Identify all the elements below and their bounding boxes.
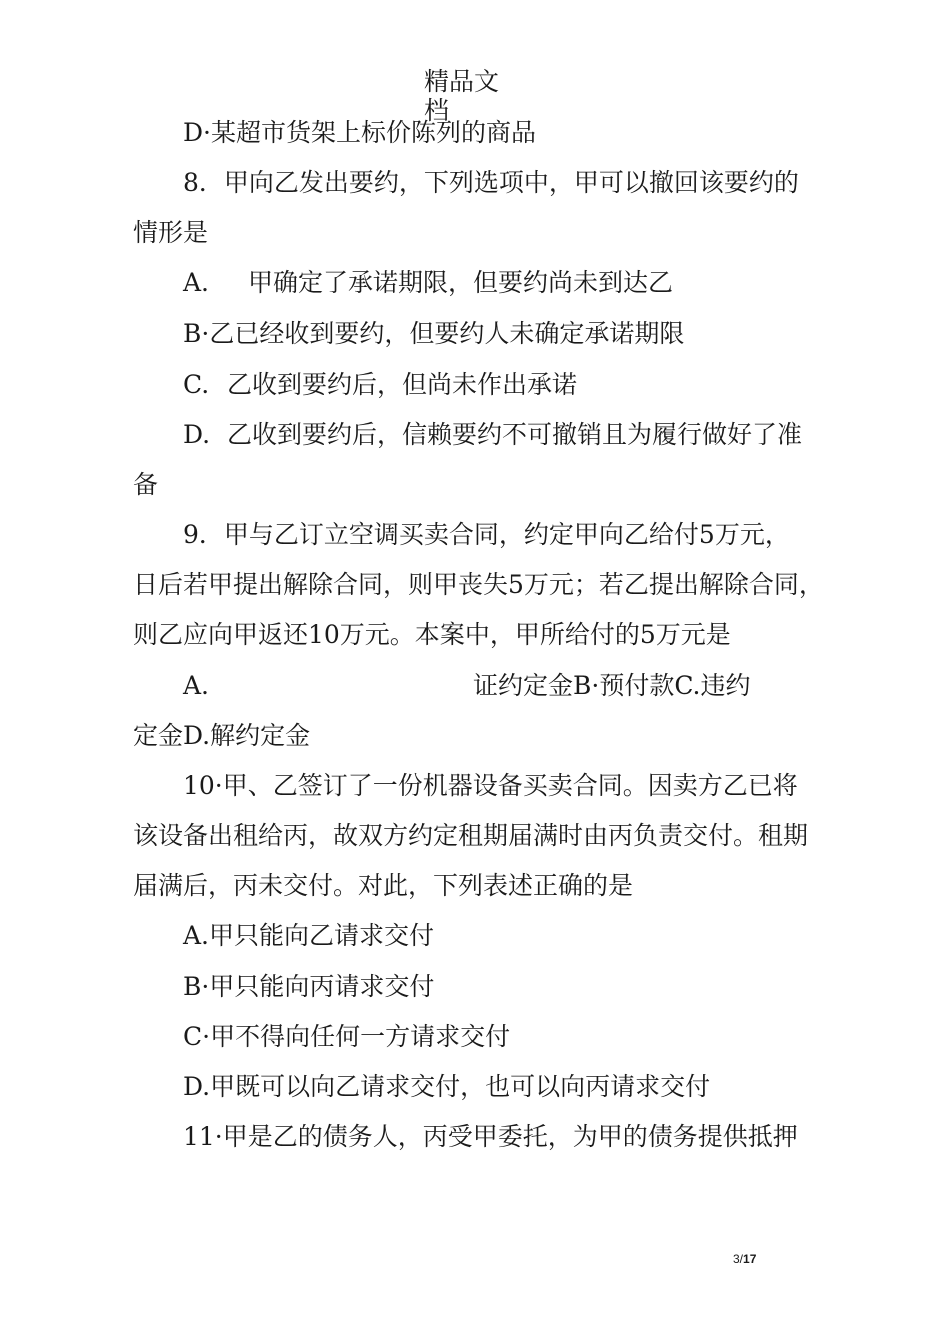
q8-option-d-marker: D. [183,420,211,449]
q8-option-d-cont: 备 [133,470,159,499]
page-number [733,1252,756,1266]
question-10-line1: 10·甲、乙签订了一份机器设备买卖合同。因卖方乙已将 [183,771,798,800]
q8-option-a-marker: A. [183,268,210,297]
question-8-line2: 情形是 [133,218,209,247]
question-11-line1: 11·甲是乙的债务人，丙受甲委托，为甲的债务提供抵押 [183,1122,798,1151]
header-title-line1: 精品文 [424,67,500,96]
question-9-line3: 则乙应向甲返还10万元。本案中，甲所给付的5万元是 [133,620,731,649]
q9-option-a-marker: A. [183,671,210,700]
page-current: 3/ [733,1252,744,1266]
question-8-line1: 8．甲向乙发出要约，下列选项中，甲可以撤回该要约的 [183,168,799,197]
question-9-line1: 9．甲与乙订立空调买卖合同，约定甲向乙给付5万元， [183,520,790,549]
option-d-prev-question: D·某超市货架上标价陈列的商品 [183,118,536,147]
question-10-line3: 届满后，丙未交付。对此，下列表述正确的是 [133,871,634,900]
q10-option-b: B·甲只能向丙请求交付 [183,972,435,1001]
header-title-line2: 档 [424,96,450,125]
q8-option-c-text: 乙收到要约后，但尚未作出承诺 [227,370,578,399]
q10-option-d: D.甲既可以向乙请求交付，也可以向丙请求交付 [183,1072,711,1101]
q10-option-c: C·甲不得向任何一方请求交付 [183,1022,511,1051]
question-10-line2: 该设备出租给丙，故双方约定租期届满时由丙负责交付。租期 [133,821,809,850]
page-total: 17 [743,1252,757,1266]
q8-option-a-text: 甲确定了承诺期限，但要约尚未到达乙 [248,268,674,297]
q9-options-line2: 定金D.解约定金 [133,721,311,750]
q10-option-a: A.甲只能向乙请求交付 [183,921,435,950]
q8-option-b: B·乙已经收到要约，但要约人未确定承诺期限 [183,319,685,348]
q8-option-c-marker: C. [183,370,210,399]
question-9-line2: 日后若甲提出解除合同，则甲丧失5万元；若乙提出解除合同， [133,570,824,599]
q9-options-line1: 证约定金B·预付款C.违约 [473,671,751,700]
q8-option-d-text: 乙收到要约后，信赖要约不可撤销且为履行做好了准 [227,420,803,449]
